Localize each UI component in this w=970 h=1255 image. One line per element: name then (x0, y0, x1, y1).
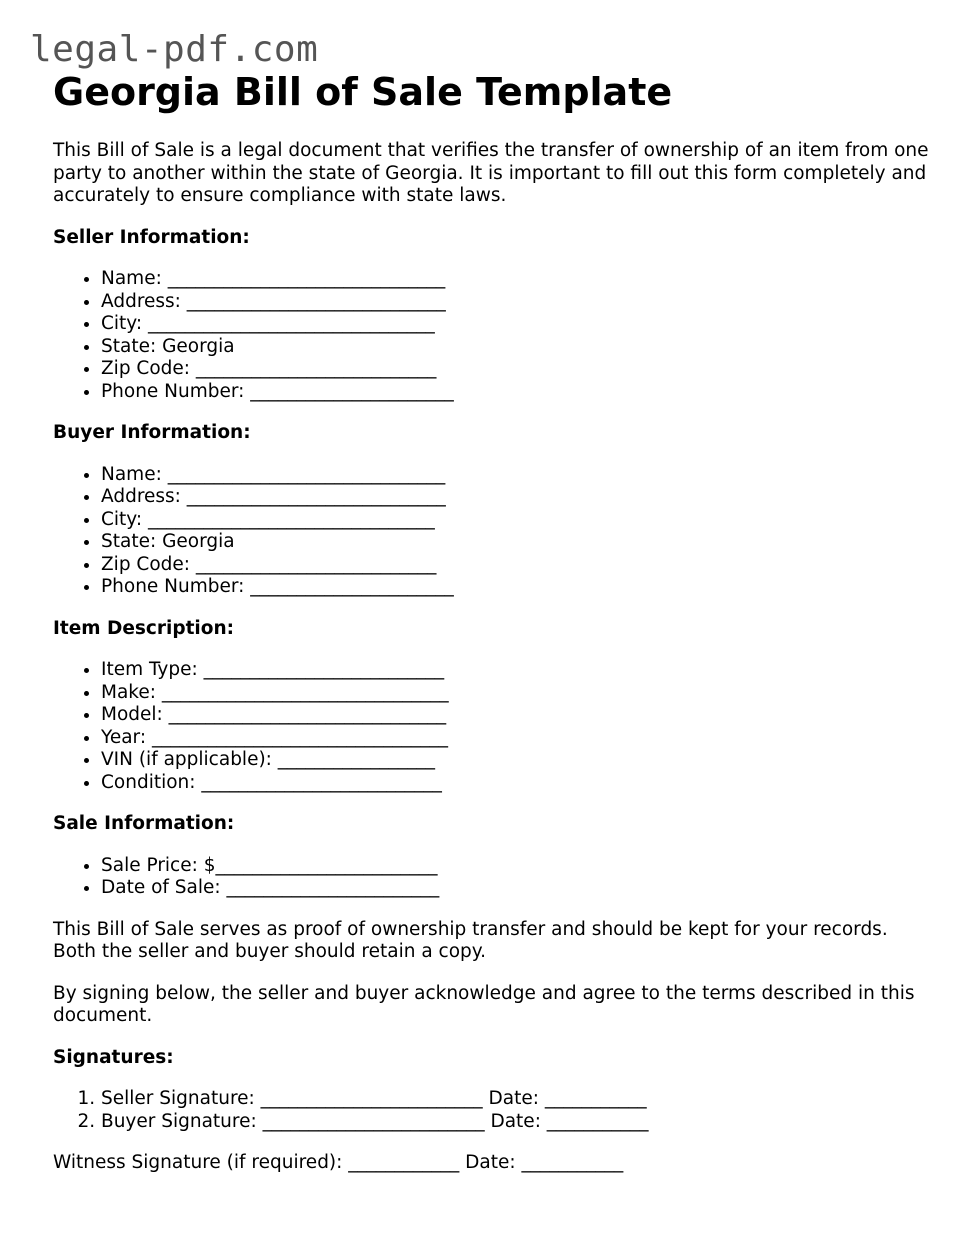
seller-heading: Seller Information: (53, 226, 250, 248)
list-item: • Phone Number: ______________________ (101, 381, 933, 404)
list-item: • VIN (if applicable): _________________ (101, 749, 933, 772)
item-heading: Item Description: (53, 617, 235, 639)
list-item: • Date of Sale: _______________________ (101, 877, 933, 900)
list-item: • Condition: __________________________ (101, 772, 933, 795)
signatures-heading: Signatures: (53, 1046, 174, 1068)
sale-heading: Sale Information: (53, 813, 235, 834)
list-item: • State: Georgia (101, 336, 933, 359)
list-item: • State: Georgia (101, 531, 933, 554)
buyer-list (53, 464, 933, 599)
buyer-heading: Buyer Information: (53, 422, 251, 443)
list-item: • Model: ______________________________ (101, 704, 933, 727)
list-item: • Zip Code: __________________________ (101, 358, 933, 381)
list-item: • Item Type: __________________________ (101, 659, 933, 682)
list-item: • Year: ________________________________ (101, 727, 933, 750)
list-item: • Name: ______________________________ (101, 464, 933, 487)
list-item: • Zip Code: __________________________ (101, 554, 933, 577)
document-page (53, 68, 933, 1175)
list-item: 1. Seller Signature: ________________________ Date: ___________ (101, 1088, 933, 1111)
item-list (53, 659, 933, 794)
list-item: • City: _______________________________ (101, 509, 933, 532)
records-paragraph: This Bill of Sale serves as proof of ownership transfer and should be kept for your records. Both the seller and buyer should retain a copy. (53, 918, 888, 962)
signatures-list (53, 1088, 933, 1133)
list-item: • Address: ____________________________ (101, 291, 933, 314)
witness-line: Witness Signature (if required): ____________ Date: ___________ (53, 1152, 624, 1173)
sale-list (53, 855, 933, 900)
intro-paragraph: This Bill of Sale is a legal document that verifies the transfer of ownership of an item from one party to another within the state of Georgia. It is important to fill out this form completely and accurately to ensure compliance with state laws. (53, 140, 929, 206)
page-title: Georgia Bill of Sale Template (53, 70, 673, 114)
list-item: • Make: _______________________________ (101, 682, 933, 705)
list-item: • Name: ______________________________ (101, 268, 933, 291)
list-item: • Phone Number: ______________________ (101, 576, 933, 599)
seller-list (53, 268, 933, 403)
list-item: • Address: ____________________________ (101, 486, 933, 509)
list-item: 2. Buyer Signature: ________________________ Date: ___________ (101, 1111, 933, 1134)
acknowledge-paragraph: By signing below, the seller and buyer acknowledge and agree to the terms described in this document. (53, 982, 915, 1026)
list-item: • Sale Price: $________________________ (101, 855, 933, 878)
watermark: legal-pdf.com (30, 29, 319, 70)
list-item: • City: _______________________________ (101, 313, 933, 336)
